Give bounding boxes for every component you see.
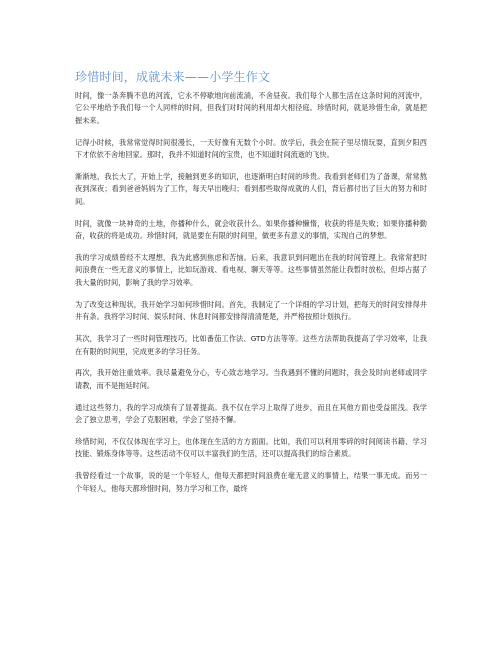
document-body <box>75 90 427 505</box>
paragraph: 为了改变这种现状，我开始学习如何珍惜时间。首先，我制定了一个详细的学习计划，把每天的时间安排得井井有条。我将学习时间、娱乐时间、休息时间都安排得清清楚楚，并严格按照计划执行。 <box>75 299 427 322</box>
paragraph: 时间，就像一块神奇的土地，你播种什么，就会收获什么。如果你播种懒惰，收获的将是失败；如果你播种勤奋，收获的将是成功。珍惜时间，就是要在有限的时间里，做更多有意义的事情，实现自己的梦想。 <box>75 218 427 241</box>
paragraph: 珍惜时间，不仅仅体现在学习上，也体现在生活的方方面面。比如，我们可以利用零碎的时间阅读书籍、学习技能、锻炼身体等等。这些活动不仅可以丰富我们的生活，还可以提高我们的综合素质。 <box>75 437 427 459</box>
paragraph: 我的学习成绩曾经不太理想，我为此感到焦虑和苦恼。后来，我意识到问题出在我的时间管理上。我常常把时间浪费在一些无意义的事情上，比如玩游戏、看电视、聊天等等。这些事情虽然能让我暂时放松，但却占据了我大量的时间，影响了我的学习效率。 <box>75 253 427 287</box>
paragraph: 记得小时候，我常常觉得时间很漫长，一天好像有无数个小时。放学后，我会在院子里尽情玩耍，直到夕阳西下才依依不舍地回家。那时，我并不知道时间的宝贵，也不知道时间流逝的飞快。 <box>75 137 427 160</box>
paragraph: 渐渐地，我长大了，开始上学，接触到更多的知识，也逐渐明白时间的珍贵。我看到老师们为了备课，常常熬夜到深夜；看到爸爸妈妈为了工作，每天早出晚归；看到那些取得成就的人们，背后都付出了巨大的努力和时间。 <box>75 172 427 206</box>
paragraph: 通过这些努力，我的学习成绩有了显著提高。我不仅在学习上取得了进步，而且在其他方面也受益匪浅。我学会了独立思考，学会了克服困难，学会了坚持不懈。 <box>75 402 427 425</box>
paragraph: 我曾经看过一个故事，说的是一个年轻人，他每天都把时间浪费在毫无意义的事情上，结果一事无成。而另一个年轻人，他每天都珍惜时间，努力学习和工作，最终 <box>75 471 427 493</box>
document-title: 珍惜时间，成就未来——小学生作文 <box>75 70 271 84</box>
paragraph: 其次，我学习了一些时间管理技巧，比如番茄工作法、GTD方法等等。这些方法帮助我提高了学习效率，让我在有限的时间里，完成更多的学习任务。 <box>75 334 427 356</box>
paragraph: 再次，我开始注重效率。我尽量避免分心，专心致志地学习。当我遇到不懂的问题时，我会及时向老师或同学请教，而不是拖延时间。 <box>75 368 427 390</box>
paragraph: 时间，像一条奔腾不息的河流，它永不停歇地向前流淌，不舍昼夜。我们每个人都生活在这条时间的河流中，它公平地给予我们每一个人同样的时间，但我们对时间的利用却大相径庭。珍惜时间，就是珍惜生命，就是把握未来。 <box>75 91 427 125</box>
